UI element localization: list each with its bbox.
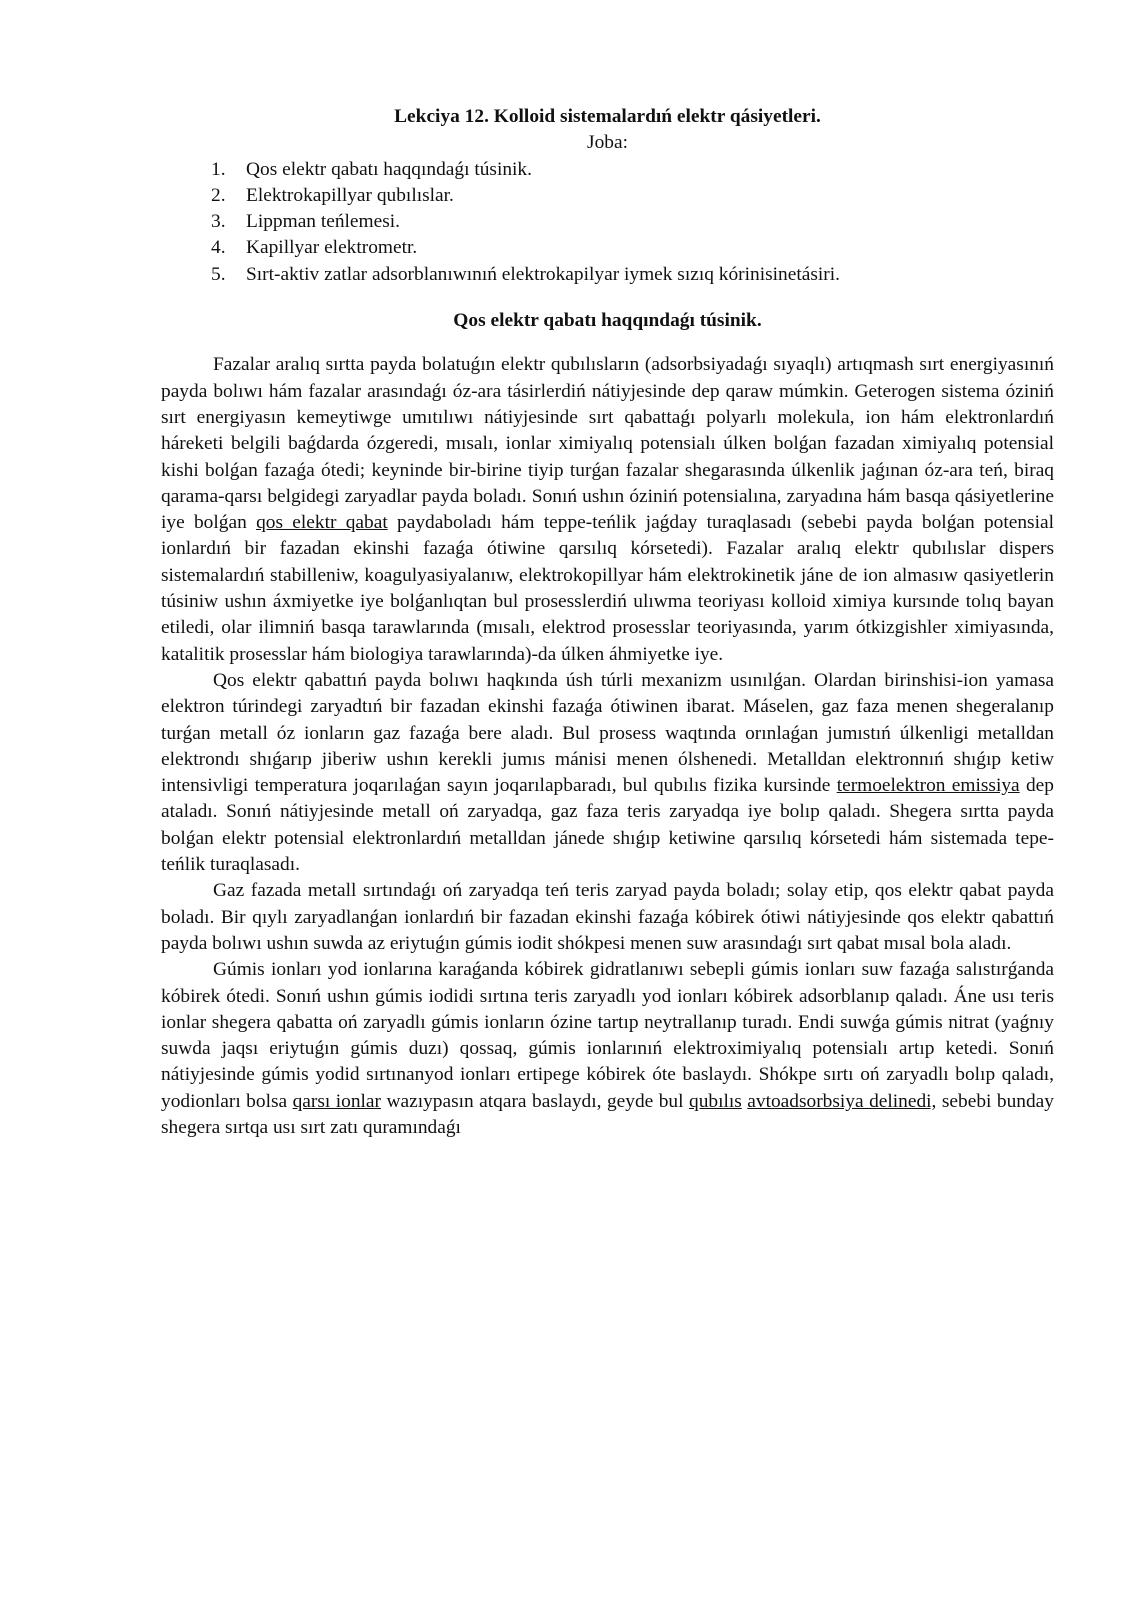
plan-heading: Joba: — [587, 132, 628, 154]
paragraph-1 — [161, 352, 1054, 668]
section-title: Qos elektr qabatı haqqındaǵı túsinik. — [453, 310, 762, 332]
underlined-term: qos elektr qabat — [256, 512, 388, 534]
plan-item-number: 4. — [211, 237, 226, 259]
plan-item-text: Elektrokapillyar qubılıslar. — [246, 184, 454, 206]
text-run: dep ataladı. Sonıń nátiyjesinde metall oń zaryadqa, gaz faza teris zaryadqa iye bolıp qaladı. Shegera sırtta payda bolǵan elektr potensial elektronlardıń metalldan jánede shıǵıp ketiwine qarsılıq kórsetedi hám sistemada tepe-teńlik turaqlasadı. — [161, 775, 1054, 876]
paragraph-4 — [161, 957, 1054, 1141]
text-run: sebebi bunday shegera sırtqa usı sırt zatı quramındaǵı — [161, 1090, 1054, 1138]
plan-item — [161, 209, 1054, 235]
plan-item-number: 3. — [211, 211, 226, 233]
document-page — [161, 104, 1054, 1141]
text-run: Gúmis ionları yod ionlarına karaǵanda kóbirek gidratlanıwı sebepli gúmis ionları suw fazaǵa salıstırǵanda kóbirek ótedi. Sonıń ushın gúmis iodidi sırtına teris zaryadlı yod ionları kóbirek adsorblanıp qaladı. Áne usı teris ionlar shegera qabatta oń zaryadlı gúmis ionların ózine tartıp neytrallanıp turadı. Endi suwǵa gúmis nitrat (yaǵnıy suwda jaqsı eriytuǵın gúmis duzı) qossaq, gúmis ionlarınıń elektroximiyalıq potensialı artıp ketedi. Sonıń nátiyjesinde gúmis yodid sırtınanyod ionları ertipege kóbirek óte baslaydı. Shókpe sırtı oń zaryadlı bolıp qaladı, yodionları bolsa — [161, 959, 1054, 1112]
underlined-term: qarsı ionlar — [292, 1090, 381, 1112]
plan-list — [161, 157, 1054, 288]
plan-item-number: 1. — [211, 158, 226, 180]
plan-item-text: Qos elektr qabatı haqqındaǵı túsinik. — [246, 158, 532, 180]
text-run: paydaboladı hám teppe-teńlik jaǵday turaqlasadı (sebebi payda bolǵan potensial ionlardıń bir fazadan ekinshi fazaǵa ótiwine qarsılıq kórsetedi). Fazalar aralıq elektr qubılıslar dispers sistemalardıń stabilleniw, koagulyasiyalanıw, elektrokopillyar hám elektrokinetik jáne de ion almasıw qasiyetlerin túsiniw ushın áxmiyetke iye bolǵanlıqtan bul prosesslerdiń ulıwma teoriyası kolloid ximiya kursınde tolıq bayan etiledi, olar ilimniń basqa tarawlarında (mısalı, elektrod prosesslar teoriyasında, yarım ótkizgishler ximiyasında, katalitik prosesslar hám biologiya tarawlarında)-da úlken áhmiyetke iye. — [161, 512, 1054, 665]
underlined-term: qubılıs — [689, 1090, 742, 1112]
paragraph-3: Gaz fazada metall sırtındaǵı oń zaryadqa teń teris zaryad payda boladı; solay etip, qos elektr qabat payda boladı. Bir qıylı zaryadlanǵan ionlardıń bir fazadan ekinshi fazaǵa kóbirek ótiwi nátiyjesinde qos elektr qabattıń payda bolıwı ushın suwda az eriytuǵın gúmis iodit shókpesi menen suw arasındaǵı sırt qabat mısal bola aladı. — [161, 880, 1054, 954]
underlined-term: termoelektron emissiya — [836, 775, 1020, 797]
text-run: Fazalar aralıq sırtta payda bolatuǵın elektr qubılısların (adsorbsiyadaǵı sıyaqlı) artıqmash sırt energiyasınıń payda bolıwı hám fazalar arasındaǵı óz-ara tásirlerdiń nátiyjesinde dep qaraw múmkin. Geterogen sistema óziniń sırt energiyasın kemeytiwge umıtılıwı nátiyjesinde sırt qabattaǵı polyarlı molekula, ion hám elektronlardıń háreketi belgili baǵdarda ózgeredi, mısalı, ionlar ximiyalıq potensialı úlken bolǵan fazadan ximiyalıq potensial kishi bolǵan fazaǵa ótedi; keyninde bir-birine tiyip turǵan fazalar shegarasında úlkenlik jaǵınan óz-ara teń, biraq qarama-qarsı belgidegi zaryadlar payda boladı. Sonıń ushın óziniń potensialına, zaryadına hám basqa qásiyetlerine iye bolǵan — [161, 354, 1054, 534]
plan-item-text: Sırt-aktiv zatlar adsorblanıwınıń elektrokapilyar iymek sızıq kórinisinetásiri. — [246, 263, 840, 285]
text-run: Qos elektr qabattıń payda bolıwı haqkında úsh túrli mexanizm usınılǵan. Olardan birinshisi-ion yamasa elektron túrindegi zaryadtıń bir fazadan ekinshi fazaǵa ótiwinen ibarat. Máselen, gaz faza menen shegeralanıp turǵan metall óz ionların gaz fazaǵa bere aladı. Bul prosess waqtında orınlaǵan jumıstıń úlkenligi metalldan elektrondı shıǵarıp jiberiw ushın kerekli jumıs mánisi menen ólshenedi. Metalldan elektronnıń shıǵıp ketiw intensivligi temperatura joqarılaǵan sayın joqarılapbaradı, bul qubılıs fizika kursinde — [161, 669, 1054, 797]
lecture-title: Lekciya 12. Kolloid sistemalardıń elektr qásiyetleri. — [394, 106, 821, 127]
plan-item — [161, 235, 1054, 261]
plan-item-number: 2. — [211, 184, 226, 206]
plan-item — [161, 157, 1054, 183]
paragraph-2 — [161, 668, 1054, 878]
plan-item — [161, 262, 1054, 288]
plan-item-text: Kapillyar elektrometr. — [246, 237, 418, 259]
plan-item-text: Lippman teńlemesi. — [246, 211, 401, 233]
plan-item — [161, 183, 1054, 209]
plan-item-number: 5. — [211, 263, 226, 285]
underlined-term: avtoadsorbsiya delinedi, — [747, 1090, 937, 1112]
text-run: wazıypasın atqara baslaydı, geyde bul — [381, 1090, 689, 1112]
